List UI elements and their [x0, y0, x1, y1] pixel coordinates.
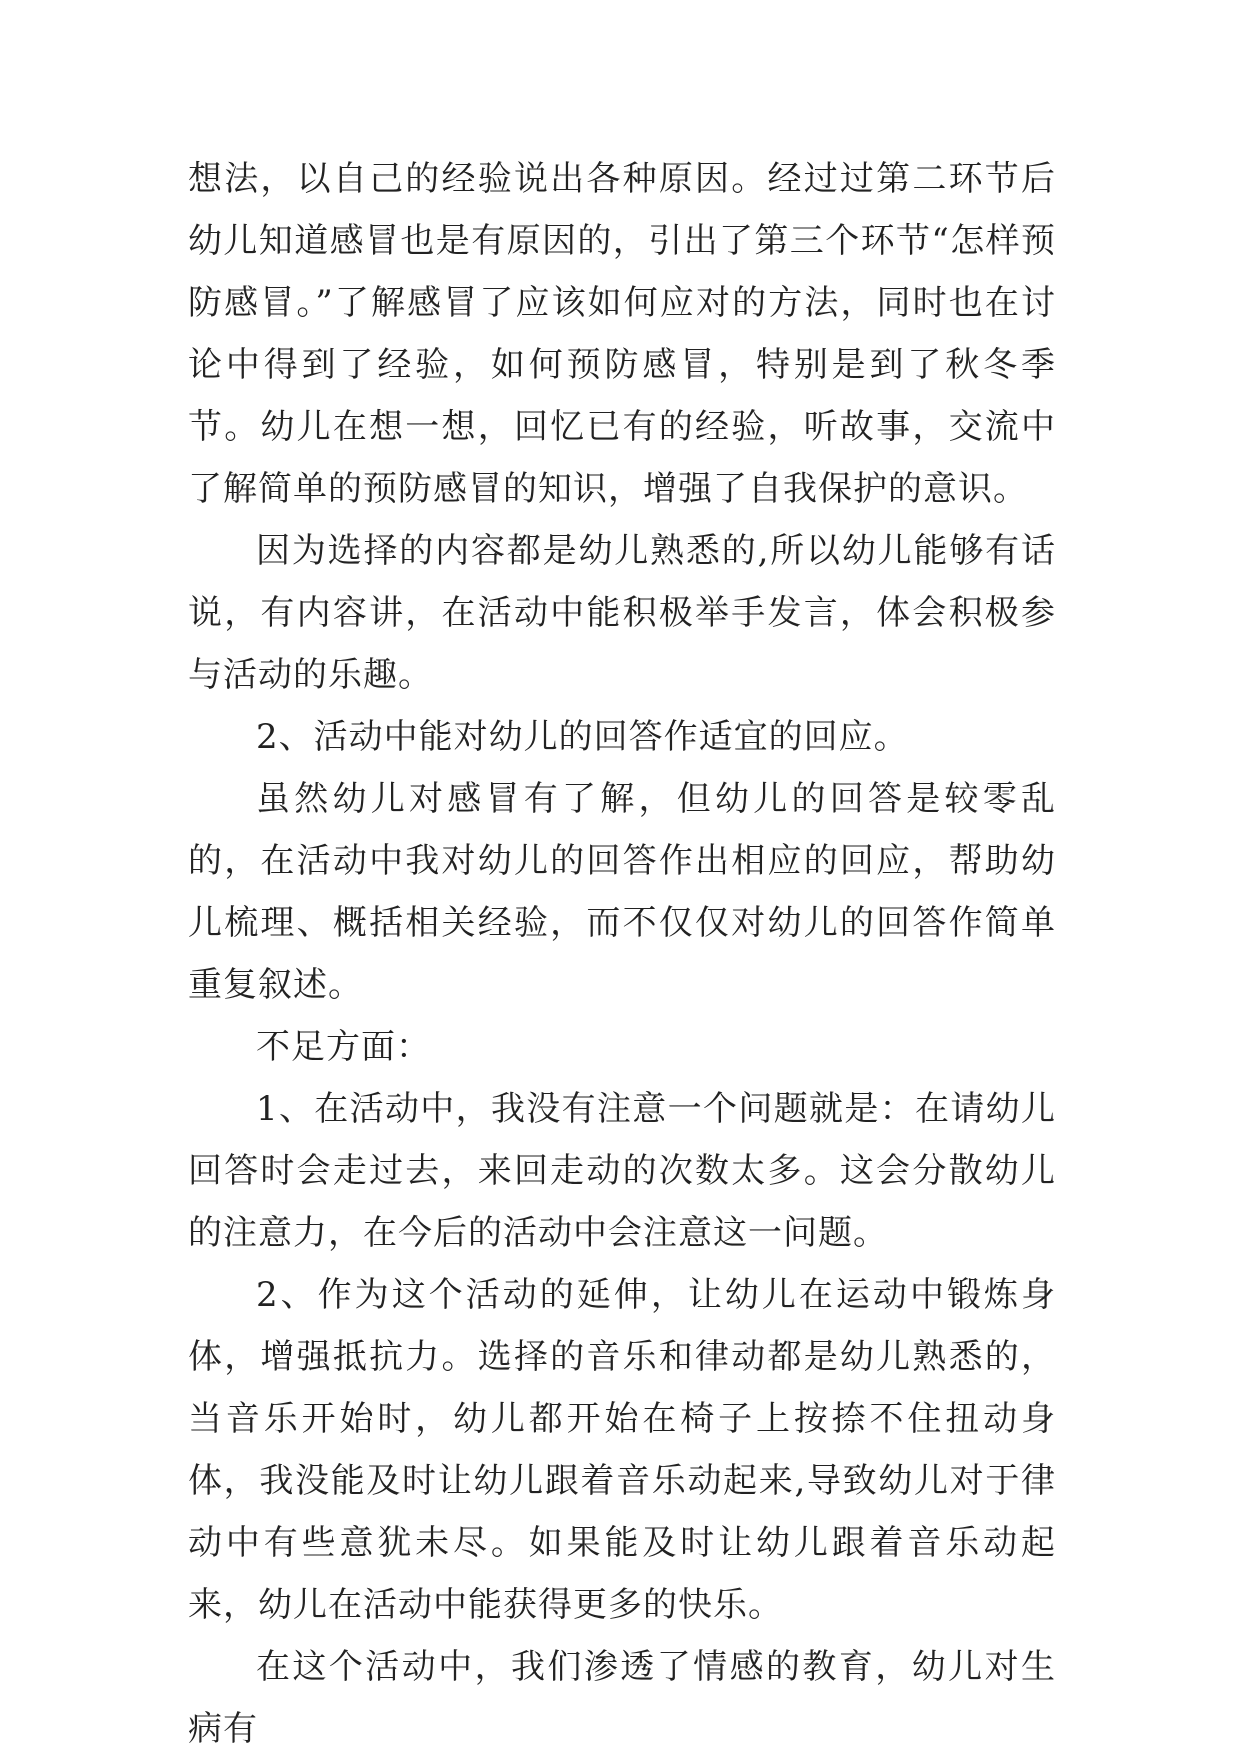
paragraph-3: 2、活动中能对幼儿的回答作适宜的回应。 [256, 717, 909, 757]
document-body [188, 148, 1056, 1760]
paragraph-6: 1、在活动中，我没有注意一个问题就是：在请幼儿回答时会走过去，来回走动的次数太多。这会分散幼儿的注意力，在今后的活动中会注意这一问题。 [188, 1089, 1056, 1253]
paragraph-4: 虽然幼儿对感冒有了解，但幼儿的回答是较零乱的，在活动中我对幼儿的回答作出相应的回应，帮助幼儿梳理、概括相关经验，而不仅仅对幼儿的回答作简单重复叙述。 [188, 779, 1056, 1005]
paragraph-2: 因为选择的内容都是幼儿熟悉的,所以幼儿能够有话说，有内容讲，在活动中能积极举手发言，体会积极参与活动的乐趣。 [188, 531, 1056, 695]
paragraph-8: 在这个活动中，我们渗透了情感的教育，幼儿对生病有 [188, 1647, 1056, 1749]
paragraph-7: 2、作为这个活动的延伸，让幼儿在运动中锻炼身体，增强抵抗力。选择的音乐和律动都是幼儿熟悉的，当音乐开始时，幼儿都开始在椅子上按捺不住扭动身体，我没能及时让幼儿跟着音乐动起来,导致幼儿对于律动中有些意犹未尽。如果能及时让幼儿跟着音乐动起来，幼儿在活动中能获得更多的快乐。 [188, 1275, 1056, 1625]
paragraph-1: 想法，以自己的经验说出各种原因。经过过第二环节后幼儿知道感冒也是有原因的，引出了第三个环节“怎样预防感冒。”了解感冒了应该如何应对的方法，同时也在讨论中得到了经验，如何预防感冒，特别是到了秋冬季节。幼儿在想一想，回忆已有的经验，听故事，交流中了解简单的预防感冒的知识，增强了自我保护的意识。 [188, 159, 1056, 509]
section-heading-shortcomings: 不足方面： [256, 1027, 431, 1067]
